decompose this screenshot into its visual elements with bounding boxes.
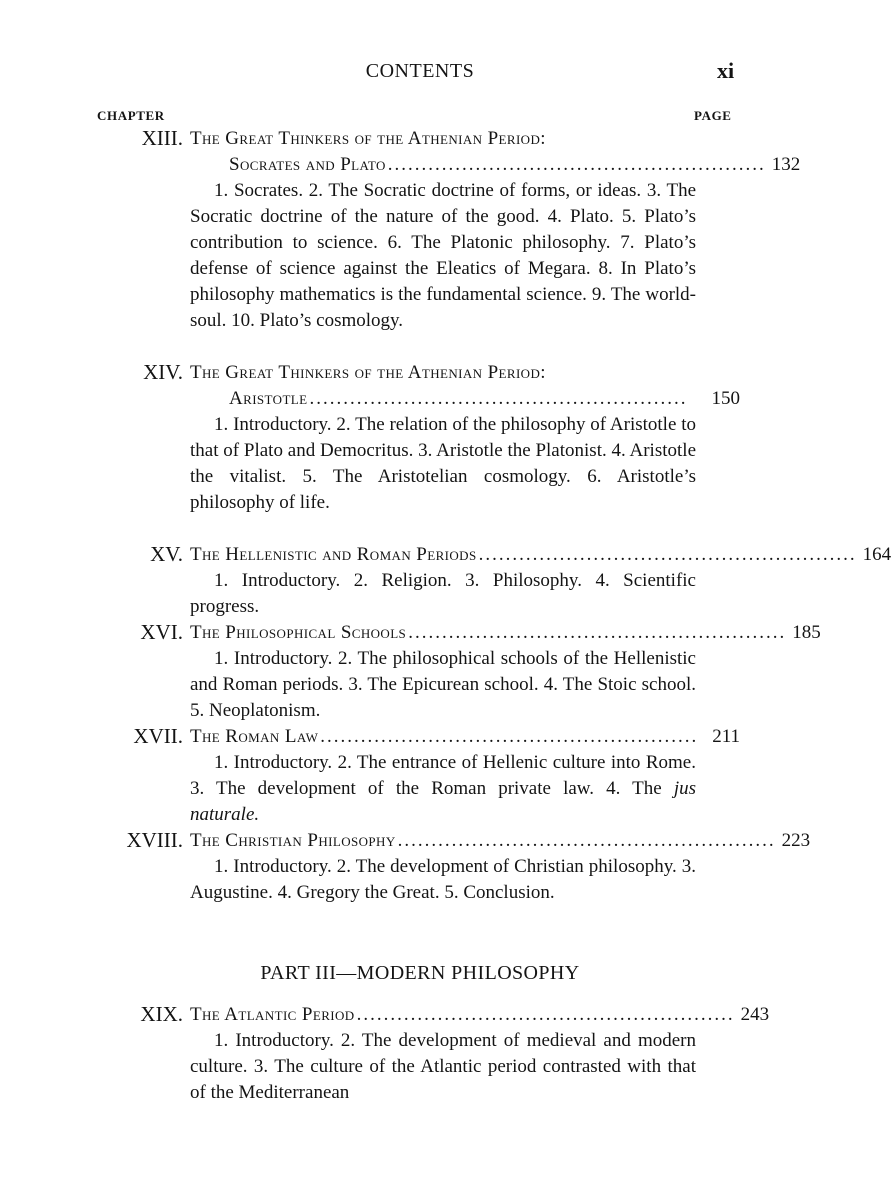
dot-leader: ........................................................ <box>320 726 699 747</box>
chapter-title-row <box>190 622 821 648</box>
chapter-title-line: Socrates and Plato <box>229 154 386 175</box>
chapter-summary: 1. Socrates. 2. The Socratic doctrine of forms, or ideas. 3. The Socratic doctrine of the nature of the good. 4. Plato. 5. Plato’s contribution to science. 6. The Platonic philosophy. 7. Plato’s defense of science against the Eleatics of Megara. 8. In Plato’s philosophy mathematics is the fundamental science. 9. The world-soul. 10. Plato’s cosmology. <box>190 180 696 331</box>
chapter-numeral: XIV. <box>143 360 183 384</box>
chapter-summary: 1. Introductory. 2. The relation of the philosophy of Aristotle to that of Plato and Democritus. 3. Aristotle the Platonist. 4. Aristotle the vitalist. 5. The Aristotelian cosmology. 6. Aristotle’s philosophy of life. <box>190 414 696 513</box>
summary-text: 1. Introductory. 2. The entrance of Hellenic culture into Rome. 3. The development of the Roman private law. 4. The <box>190 752 696 799</box>
chapter-column-label: CHAPTER <box>97 108 165 123</box>
chapter-summary: 1. Introductory. 2. The development of medieval and modern culture. 3. The culture of the Atlantic period contrasted with that of the Mediterranean <box>190 1030 696 1103</box>
chapter-title: The Hellenistic and Roman Periods <box>190 544 477 565</box>
chapter-title-continued <box>229 154 801 180</box>
dot-leader: ........................................................ <box>387 154 766 175</box>
chapter-summary: 1. Introductory. 2. Religion. 3. Philosophy. 4. Scientific progress. <box>190 570 696 617</box>
chapter-title: The Philosophical Schools <box>190 622 407 643</box>
page-number: 132 <box>771 154 801 175</box>
page-column-label: PAGE <box>694 108 732 123</box>
dot-leader: ........................................................ <box>408 622 787 643</box>
chapter-title-row <box>190 1004 770 1030</box>
chapter-summary: 1. Introductory. 2. The philosophical schools of the Hellenistic and Roman periods. 3. The Epicurean school. 4. The Stoic school. 5. Neoplatonism. <box>190 648 696 721</box>
chapter-numeral: XV. <box>150 542 183 566</box>
page-folio: xi <box>717 58 735 83</box>
chapter-title: The Christian Philosophy <box>190 830 396 851</box>
chapter-title-row <box>190 544 891 570</box>
chapter-numeral: XVIII. <box>126 828 183 852</box>
chapter-numeral: XIX. <box>140 1002 183 1026</box>
chapter-numeral: XVII. <box>133 724 183 748</box>
chapter-title: The Roman Law <box>190 726 319 747</box>
page-number: 243 <box>740 1004 770 1025</box>
page-number: 211 <box>712 726 740 747</box>
chapter-title: The Atlantic Period <box>190 1004 355 1025</box>
chapter-title-continued <box>229 388 740 414</box>
page-number: 164 <box>862 544 891 565</box>
summary-italic-term: jus naturale. <box>190 778 696 825</box>
dot-leader: ........................................................ <box>356 1004 735 1025</box>
dot-leader: ........................................................ <box>309 388 688 409</box>
chapter-summary <box>190 750 696 828</box>
page-number: 150 <box>711 388 740 409</box>
chapter-title-row <box>190 726 740 752</box>
chapter-title-line: Aristotle <box>229 388 308 409</box>
chapter-numeral: XVI. <box>140 620 183 644</box>
dot-leader: ........................................................ <box>478 544 857 565</box>
chapter-summary: 1. Introductory. 2. The development of Christian philosophy. 3. Augustine. 4. Gregory the Great. 5. Conclusion. <box>190 856 696 903</box>
page-number: 223 <box>781 830 811 851</box>
chapter-title: The Great Thinkers of the Athenian Period: <box>190 128 546 149</box>
dot-leader: ........................................................ <box>397 830 776 851</box>
chapter-numeral: XIII. <box>141 126 183 150</box>
part-heading: PART III—MODERN PHILOSOPHY <box>260 962 580 984</box>
page-number: 185 <box>792 622 821 643</box>
chapter-title-row <box>190 830 811 856</box>
chapter-title: The Great Thinkers of the Athenian Period: <box>190 362 546 383</box>
running-title: CONTENTS <box>365 60 475 82</box>
